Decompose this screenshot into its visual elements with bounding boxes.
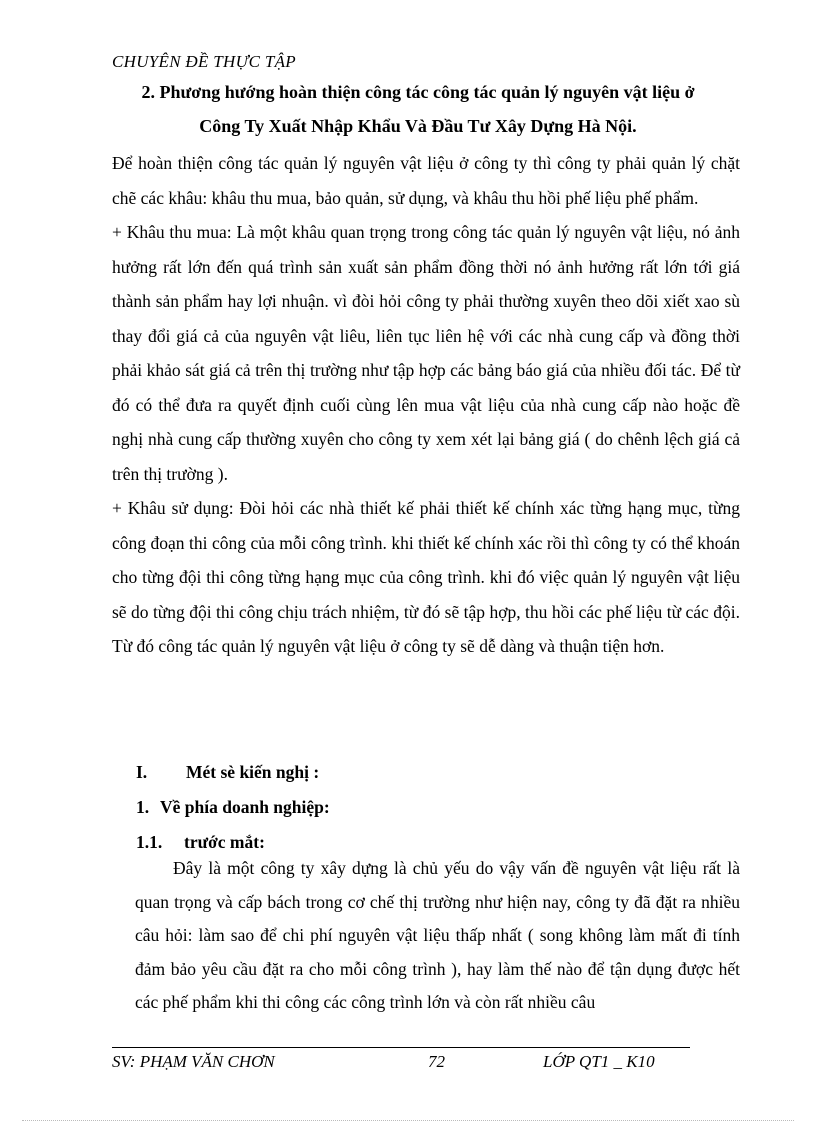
footer-student: SV: PHẠM VĂN CHƠN (112, 1052, 275, 1071)
heading-text: Về phía doanh nghiệp: (160, 797, 330, 817)
heading-number: I. (136, 762, 148, 782)
heading-text: Mét sè kiến nghị : (186, 762, 320, 782)
heading-number: 1.1. (136, 832, 163, 852)
section-title-line1: 2. Phương hướng hoàn thiện công tác công tác quản lý nguyên vật liệu ở (141, 82, 695, 102)
section-title-line2: Công Ty Xuất Nhập Khẩu Và Đầu Tư Xây Dựng Hà Nội. (199, 116, 637, 136)
page-header: CHUYÊN ĐỀ THỰC TẬP (112, 52, 296, 71)
heading-recommendations (136, 762, 320, 783)
final-paragraph-text: Đây là một công ty xây dựng là chủ yếu do vậy vấn đề nguyên vật liệu rất là quan trọng và cấp bách trong cơ chế thị trường như hiện nay, công ty đã đặt ra nhiều câu hỏi: làm sao để chi phí nguyên vật liệu thấp nhất ( song không làm mất đi tính đảm bảo yêu cầu đặt ra cho mỗi công trình ), hay làm thế nào để tận dụng được hết các phế phẩm khi thi công các công trình lớn và còn rất nhiều câu (135, 858, 740, 1012)
heading-text: trước mắt: (184, 832, 265, 852)
final-paragraph (135, 852, 740, 1020)
footer-divider (112, 1047, 690, 1048)
paragraph-usage: + Khâu sử dụng: Đòi hỏi các nhà thiết kế phải thiết kế chính xác từng hạng mục, từng công đoạn thi công của mỗi công trình. khi thiết kế chính xác rồi thì công ty có thể khoán cho từng đội thi công từng hạng mục của công trình. khi đó việc quản lý nguyên vật liệu sẽ do từng đội thi công chịu trách nhiệm, từ đó sẽ tập hợp, thu hồi các phế liệu từ các đội. Từ đó công tác quản lý nguyên vật liệu ở công ty sẽ dễ dàng và thuận tiện hơn. (112, 498, 740, 656)
page-bottom-border (22, 1120, 794, 1121)
footer-page-number: 72 (428, 1052, 445, 1071)
body-text (112, 146, 740, 664)
heading-immediate (136, 832, 265, 853)
footer-class: LỚP QT1 _ K10 (543, 1052, 655, 1071)
paragraph-intro: Để hoàn thiện công tác quản lý nguyên vật liệu ở công ty thì công ty phải quản lý chặt chẽ các khâu: khâu thu mua, bảo quản, sử dụng, và khâu thu hồi phế liệu phế phẩm. (112, 153, 740, 208)
heading-number: 1. (136, 797, 150, 817)
paragraph-purchasing: + Khâu thu mua: Là một khâu quan trọng trong công tác quản lý nguyên vật liệu, nó ảnh hưởng rất lớn đến quá trình sản xuất sản phẩm đồng thời nó ảnh hưởng rất lớn tới giá thành sản phẩm hay lợi nhuận. vì đòi hỏi công ty phải thường xuyên theo dõi xiết xao sù thay đổi giá cả của nguyên vật liêu, liên tục liên hệ với các nhà cung cấp và đồng thời phải khảo sát giá cả trên thị trường như tập hợp các bảng báo giá của nhiều đối tác. Để từ đó có thể đưa ra quyết định cuối cùng lên mua vật liệu của nhà cung cấp nào hoặc đề nghị nhà cung cấp thường xuyên cho công ty xem xét lại bảng giá ( do chênh lệch giá cả trên thị trường ). (112, 222, 740, 484)
heading-enterprise (136, 797, 330, 818)
